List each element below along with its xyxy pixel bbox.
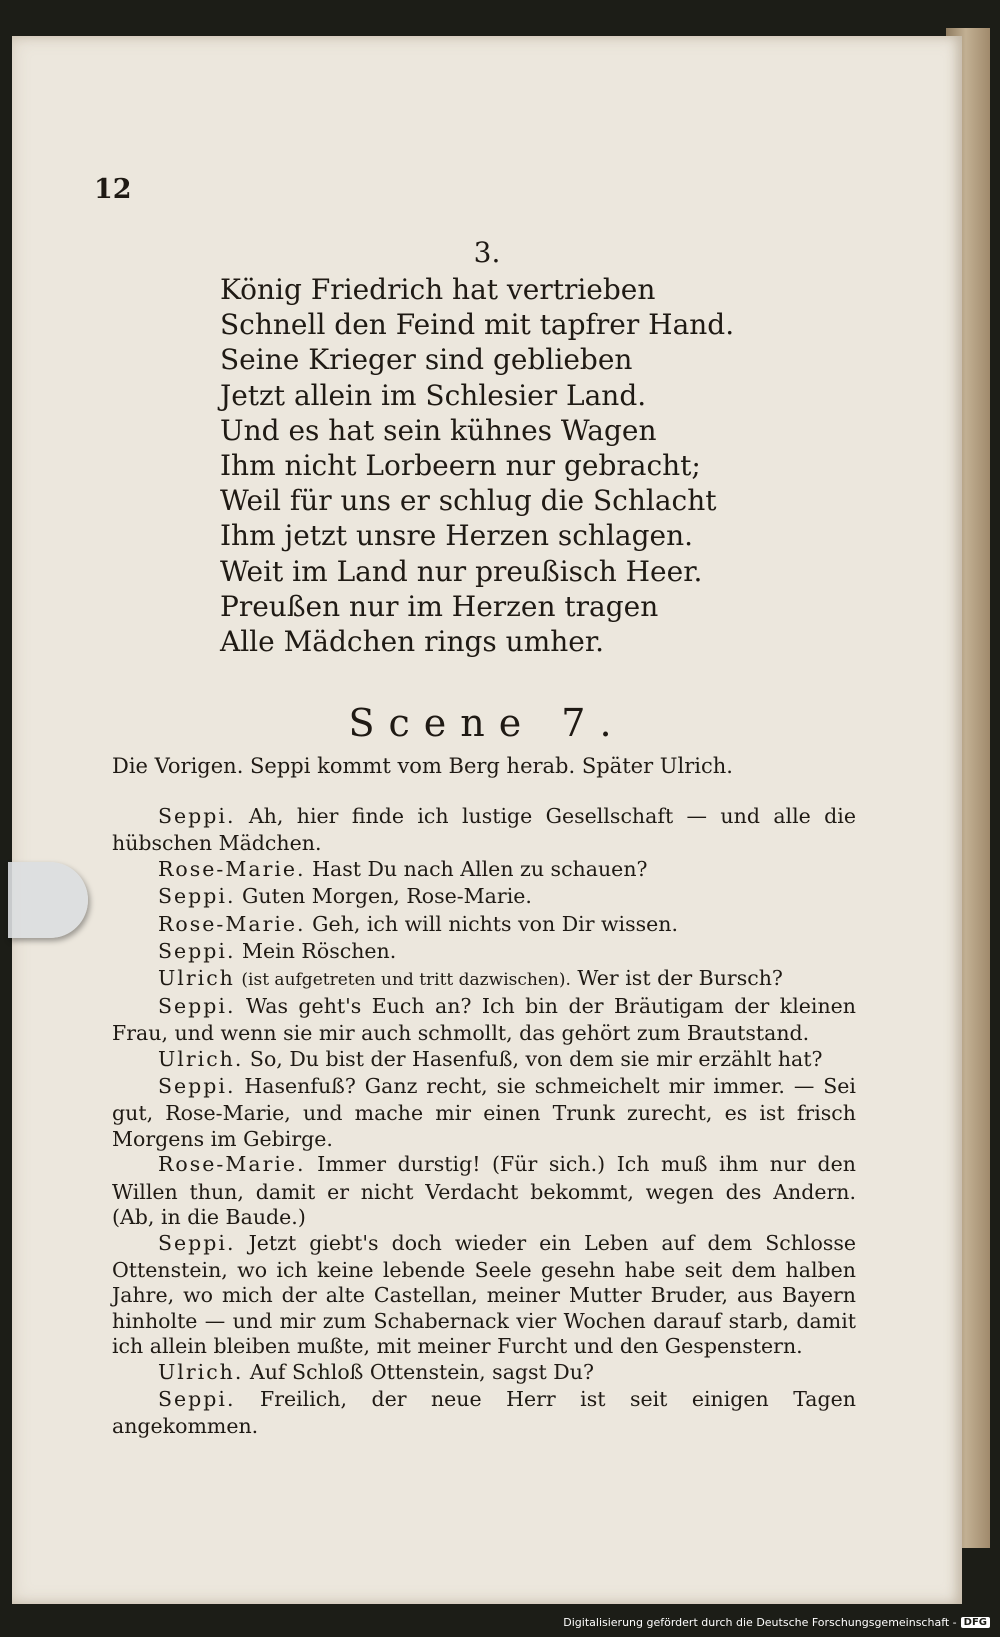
speaker: Rose-Marie. [158, 1152, 306, 1177]
poem-line: Und es hat sein kühnes Wagen [220, 413, 657, 447]
dialogue-line [112, 1387, 856, 1440]
poem-line: Jetzt allein im Schlesier Land. [220, 378, 647, 412]
speech: Freilich, der neue Herr ist seit einigen Tagen angekommen. [112, 1386, 856, 1439]
poem-line: Ihm jetzt unsre Herzen schlagen. [220, 519, 694, 553]
dialogue-line [112, 1074, 856, 1152]
speech: Guten Morgen, Rose-Marie. [242, 884, 532, 909]
dialogue-line [112, 1152, 856, 1230]
speaker: Seppi. [158, 1230, 236, 1255]
section-number: 3. [473, 236, 501, 269]
dialogue-line [112, 994, 856, 1047]
speech: So, Du bist der Hasenfuß, von dem sie mir erzählt hat? [249, 1046, 823, 1071]
speech: Ah, hier finde ich lustige Gesellschaft — und alle die hübschen Mädchen. [112, 804, 856, 856]
poem-line: Ihm nicht Lorbeern nur gebracht; [220, 449, 701, 483]
speaker: Seppi. [158, 993, 236, 1018]
speech: Jetzt giebt's doch wieder ein Leben auf dem Schlosse Ottenstein, wo ich keine lebende Seele gesehn habe seit dem halben Jahre, wo mich der alte Castellan, meiner Mutter Bruder, aus Bayern hinholte — und mir zum Schabernack vier Wochen darauf starb, damit ich allein bleiben mußte, mit meiner Furcht und den Gespenstern. [112, 1230, 856, 1359]
speaker: Rose-Marie. [158, 911, 306, 936]
speech: Immer durstig! (Für sich.) Ich muß ihm nur den Willen thun, damit er nicht Verdacht bekommt, wegen des Andern. (Ab, in die Baude.) [112, 1152, 856, 1230]
speech: Mein Röschen. [242, 939, 397, 964]
speaker: Seppi. [158, 884, 236, 909]
poem-line: König Friedrich hat vertrieben [220, 273, 656, 306]
speech: Geh, ich will nichts von Dir wissen. [312, 911, 679, 936]
stage-direction: (ist aufgetreten und tritt dazwischen). [241, 970, 571, 991]
speaker: Ulrich. [158, 1359, 244, 1384]
dialogue-line [112, 1360, 856, 1387]
speaker: Ulrich [158, 966, 235, 991]
scene-title: Scene 7. [348, 701, 626, 745]
poem-line: Weil für uns er schlug die Schlacht [220, 484, 717, 518]
speaker: Seppi. [158, 1074, 236, 1099]
speaker: Ulrich. [158, 1046, 244, 1071]
speaker: Seppi. [158, 939, 236, 964]
footer-text: Digitalisierung gefördert durch die Deutsche Forschungsgemeinschaft - [563, 1616, 957, 1629]
poem-line: Seine Krieger sind geblieben [220, 343, 633, 377]
speech: Hast Du nach Allen zu schauen? [312, 856, 648, 881]
poem-line: Schnell den Feind mit tapfrer Hand. [220, 308, 735, 342]
speech: Was geht's Euch an? Ich bin der Bräutigam der kleinen Frau, und wenn sie mir auch schmollt, das gehört zum Brautstand. [112, 993, 856, 1046]
dialogue-line [112, 884, 856, 911]
dialogue-line [112, 966, 856, 993]
speaker: Seppi. [158, 1386, 236, 1411]
speaker: Rose-Marie. [158, 856, 306, 881]
stage-direction: Die Vorigen. Seppi kommt vom Berg herab. Später Ulrich. [112, 754, 733, 778]
scanner-finger-artifact [8, 862, 88, 938]
speaker: Seppi. [158, 804, 236, 828]
speech: Auf Schloß Ottenstein, sagst Du? [249, 1359, 594, 1384]
page-number: 12 [94, 174, 132, 205]
dialogue-line [112, 857, 856, 884]
dialogue-line [112, 912, 856, 939]
dialogue-line [112, 939, 856, 966]
poem-line: Weit im Land nur preußisch Heer. [220, 554, 703, 588]
dialogue [112, 804, 856, 1440]
poem [220, 272, 780, 659]
dialogue-line [112, 1047, 856, 1074]
poem-line: Alle Mädchen rings umher. [220, 625, 605, 659]
poem-line: Preußen nur im Herzen tragen [220, 589, 659, 623]
digitization-footer [563, 1616, 990, 1629]
dialogue-line [112, 804, 856, 857]
book-page [12, 36, 962, 1604]
dialogue-line [112, 1231, 856, 1360]
speech: Wer ist der Bursch? [577, 966, 783, 991]
dfg-logo: DFG [961, 1617, 990, 1628]
speech: Hasenfuß? Ganz recht, sie schmeichelt mir immer. — Sei gut, Rose-Marie, und mache mir einen Trunk zurecht, es ist frisch Morgens im Gebirge. [112, 1074, 856, 1151]
